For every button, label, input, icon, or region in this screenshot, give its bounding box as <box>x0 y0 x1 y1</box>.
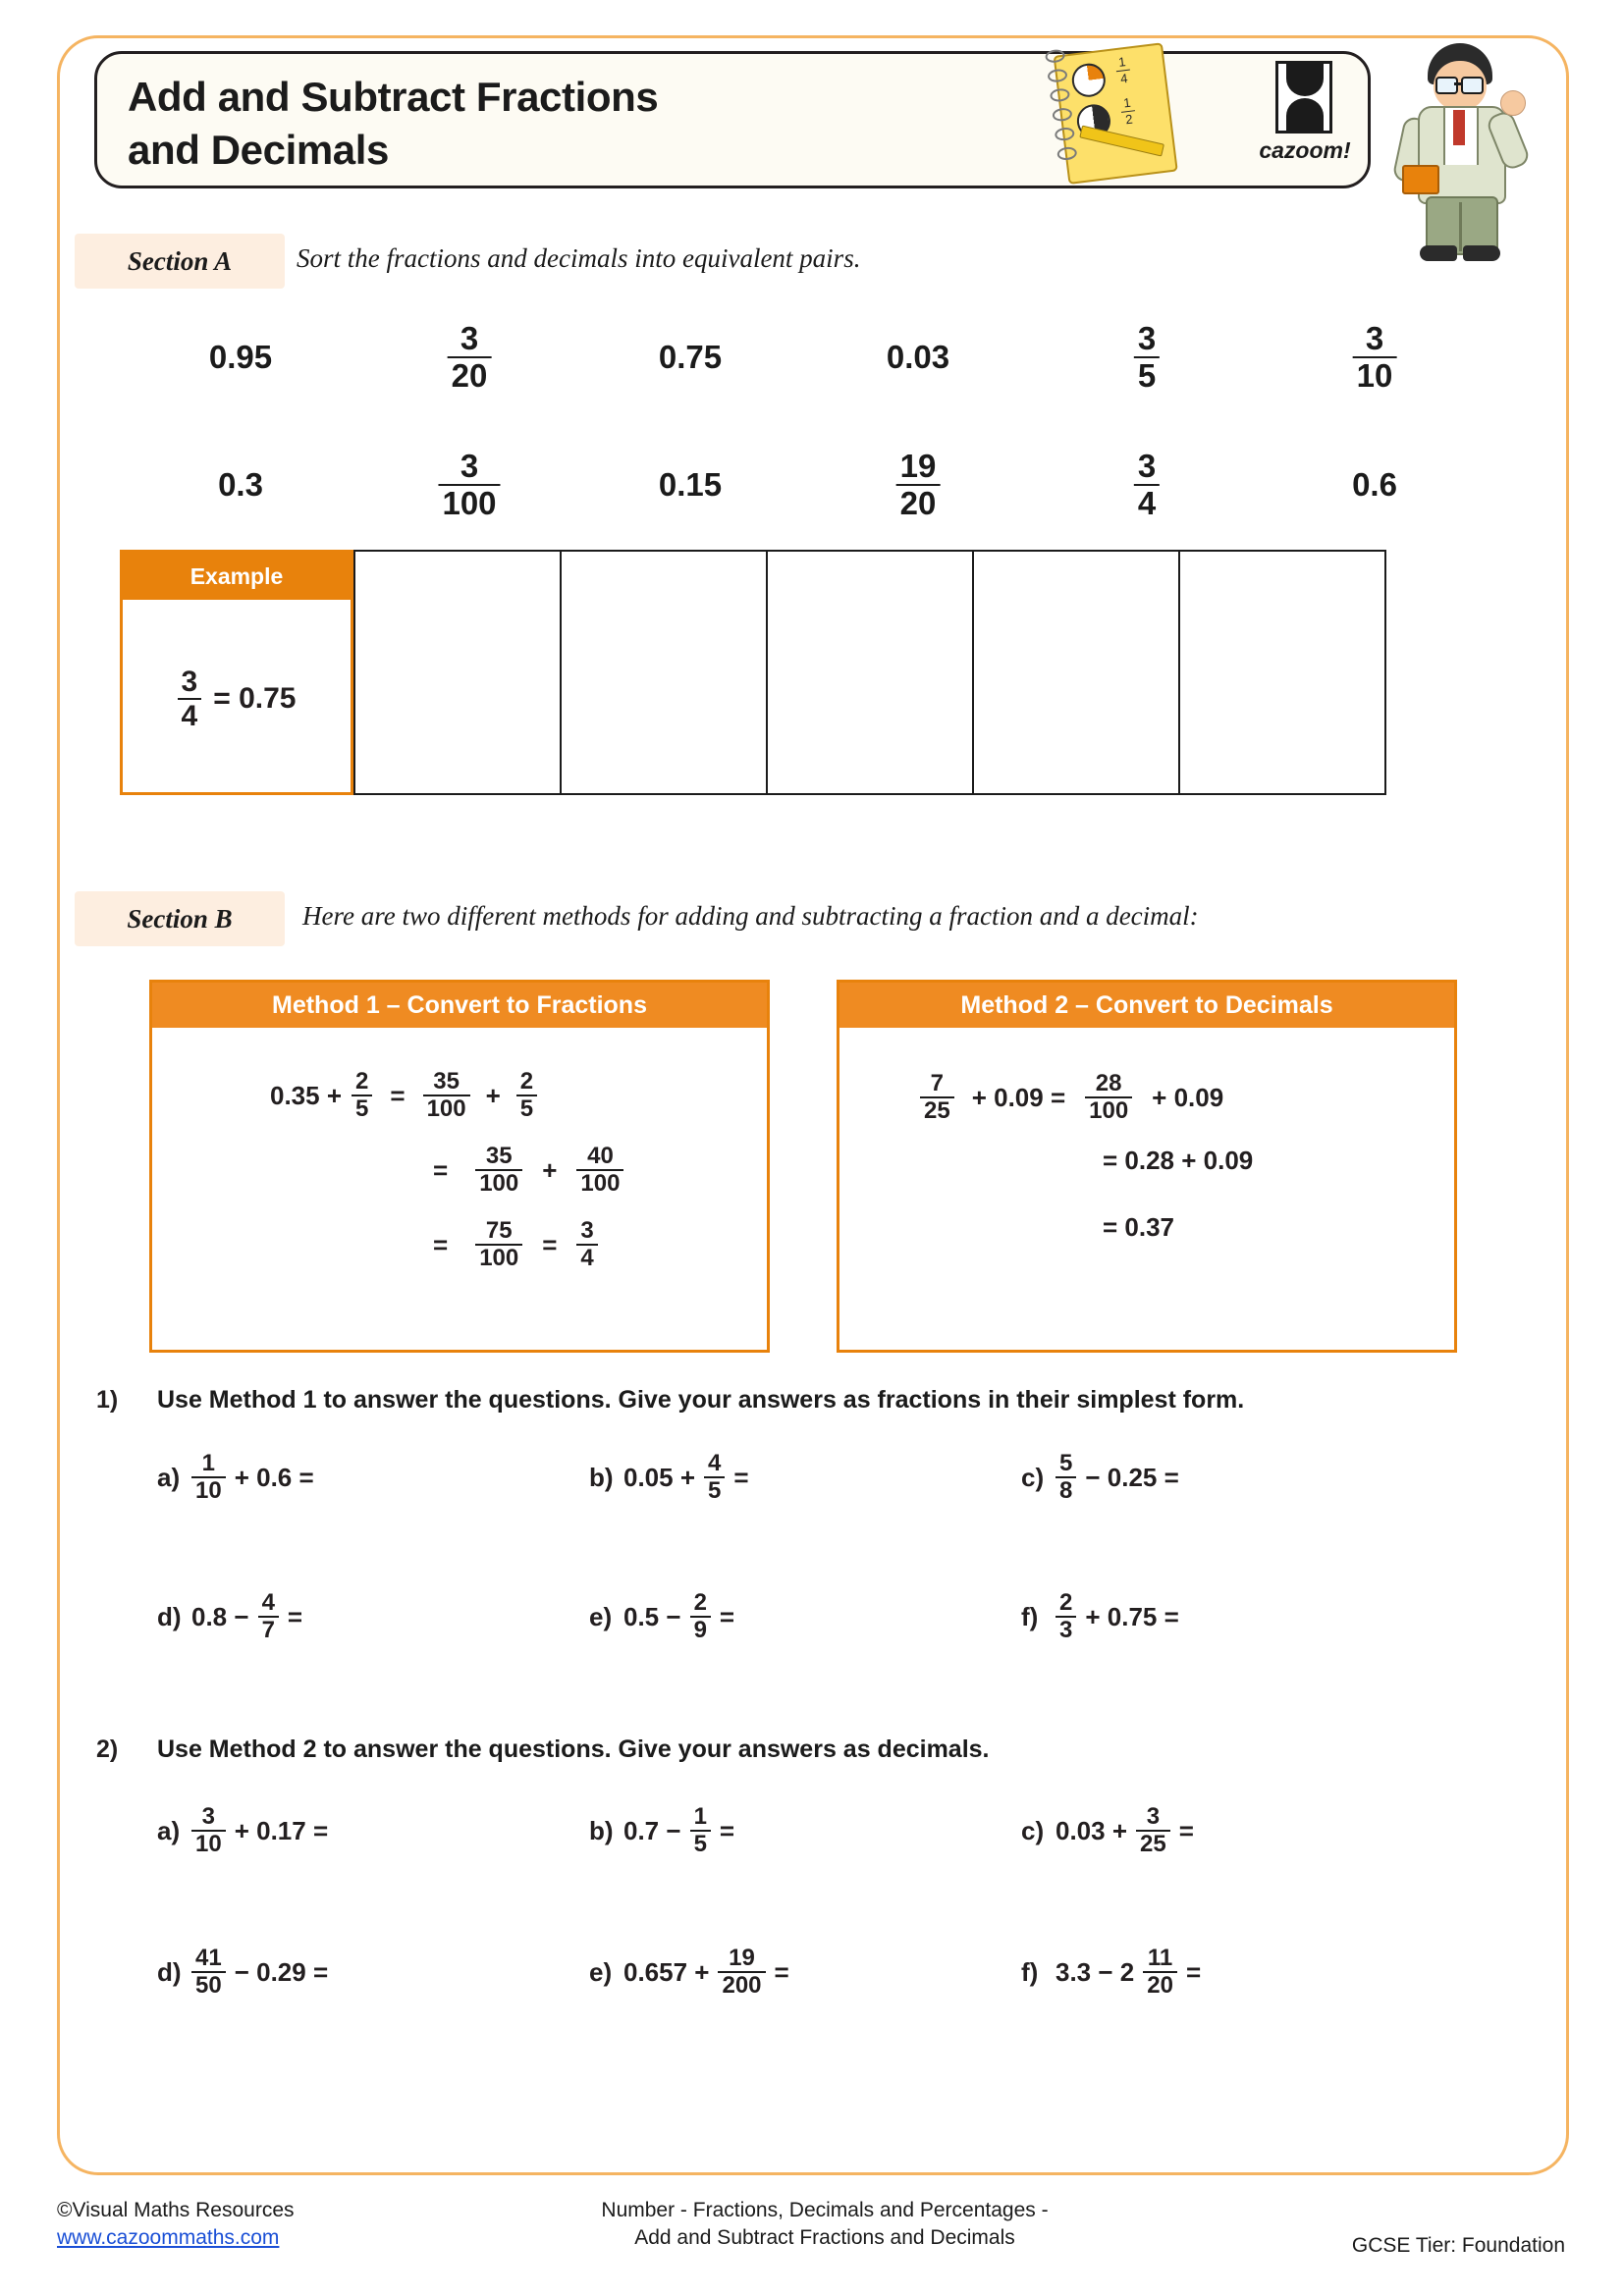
question-label: f) <box>1021 1601 1039 1631</box>
q1-item-a <box>157 1451 314 1505</box>
question-denominator: 25 <box>1136 1830 1170 1857</box>
question-operator: − 0.29 = <box>234 1956 329 1987</box>
question-denominator: 9 <box>690 1616 711 1643</box>
q1-item-f <box>1021 1590 1179 1644</box>
question-denominator: 8 <box>1056 1476 1076 1504</box>
pool-item-4: 0.03 <box>886 339 950 375</box>
footer-topic-line2: Add and Subtract Fractions and Decimals <box>634 2226 1015 2250</box>
page-title-line1: Add and Subtract Fractions <box>128 74 659 120</box>
question-fraction <box>1056 1590 1076 1644</box>
question-label: b) <box>589 1462 614 1492</box>
cazoom-glyph-icon <box>1275 61 1332 133</box>
notepad-frac1-den: 4 <box>1119 70 1129 86</box>
pool-item-denominator: 10 <box>1353 356 1397 394</box>
pool-item-fraction <box>1134 449 1160 522</box>
question-denominator: 200 <box>718 1971 765 1999</box>
m1l1-f3-den: 5 <box>516 1095 537 1122</box>
m1l2-frac1 <box>475 1144 522 1198</box>
pool-item-fraction <box>1134 321 1160 395</box>
question-numerator: 41 <box>195 1945 222 1971</box>
section-a-instruction: Sort the fractions and decimals into equivalent pairs. <box>297 243 861 273</box>
m1l1-plus: + <box>485 1080 501 1110</box>
question-denominator: 3 <box>1056 1616 1076 1643</box>
method-1-line-3 <box>433 1218 598 1272</box>
answer-cell-2[interactable] <box>560 550 768 795</box>
m1l3-eq: = <box>433 1229 449 1259</box>
m1l2-f2-num: 40 <box>587 1143 614 1169</box>
method-1-body <box>152 1028 767 1350</box>
question-numerator: 4 <box>708 1450 722 1476</box>
page-title <box>128 71 1011 177</box>
m1l2-f1-den: 100 <box>475 1169 522 1197</box>
pool-item-9: 0.15 <box>658 466 723 503</box>
m2l1-f1-num: 7 <box>930 1070 945 1096</box>
pool-item-fraction <box>896 449 941 522</box>
question-operator: = <box>733 1462 749 1492</box>
m1l1-f1-num: 2 <box>355 1068 369 1095</box>
method-2-title: Method 2 – Convert to Decimals <box>839 983 1454 1028</box>
example-content <box>123 600 351 798</box>
question-numerator: 2 <box>693 1589 707 1616</box>
question-fraction <box>191 1804 226 1858</box>
question-label: c) <box>1021 1815 1045 1845</box>
notepad-icon <box>1041 34 1185 191</box>
pool-item-denominator: 20 <box>448 356 492 394</box>
question-numerator: 5 <box>1059 1450 1073 1476</box>
m1l1-f3-num: 2 <box>519 1068 534 1095</box>
m1l1-lead: 0.35 + <box>270 1080 343 1110</box>
pool-item-10 <box>896 449 941 522</box>
method-2-box <box>837 980 1457 1353</box>
pool-item-numerator: 3 <box>460 320 479 356</box>
q2-item-b <box>589 1804 734 1858</box>
example-cell <box>120 550 353 795</box>
q1-item-c <box>1021 1451 1179 1505</box>
question-operator: = <box>719 1601 735 1631</box>
question-fraction <box>704 1451 725 1505</box>
question-fraction <box>1136 1804 1170 1858</box>
example-equals: = 0.75 <box>213 682 297 715</box>
footer-center <box>491 2197 1159 2253</box>
method-2-line-2: = 0.28 + 0.09 <box>1103 1146 1254 1175</box>
m1l1-frac3 <box>516 1069 537 1123</box>
question-denominator: 10 <box>191 1830 226 1857</box>
question-label: c) <box>1021 1462 1045 1492</box>
page-title-line2: and Decimals <box>128 126 389 173</box>
pool-item-numerator: 3 <box>1137 320 1157 356</box>
student-mascot-illustration <box>1392 35 1530 271</box>
pool-item-8 <box>438 449 500 522</box>
pool-item-12: 0.6 <box>1352 466 1397 503</box>
question-fraction <box>690 1804 711 1858</box>
question-fraction <box>718 1946 765 2000</box>
question-denominator: 20 <box>1143 1971 1177 1999</box>
pool-item-numerator: 3 <box>460 448 479 484</box>
pool-item-fraction <box>438 449 500 522</box>
pool-item-numerator: 3 <box>1365 320 1384 356</box>
m1l1-eq: = <box>390 1080 406 1110</box>
question-prefix: 0.657 + <box>623 1956 710 1987</box>
m2l1-f2-num: 28 <box>1095 1070 1122 1096</box>
pool-item-6 <box>1353 321 1397 395</box>
m1l2-eq: = <box>433 1154 449 1185</box>
section-a-answer-grid <box>120 550 1396 795</box>
q2-item-c <box>1021 1804 1194 1858</box>
m2l1-tail: + 0.09 <box>1152 1082 1224 1112</box>
m1l3-f2-den: 4 <box>576 1244 597 1271</box>
method-1-line-1 <box>270 1069 537 1123</box>
q2-item-f <box>1021 1946 1201 2000</box>
example-numerator: 3 <box>181 666 198 698</box>
pool-item-5 <box>1134 321 1160 395</box>
footer-website-link[interactable]: www.cazoommaths.com <box>57 2226 280 2250</box>
m1l2-f2-den: 100 <box>576 1169 623 1197</box>
question-fraction <box>258 1590 279 1644</box>
pool-item-denominator: 100 <box>438 484 500 521</box>
section-b-instruction: Here are two different methods for adding and subtracting a fraction and a decimal: <box>302 901 1199 931</box>
question-denominator: 5 <box>690 1830 711 1857</box>
example-fraction <box>178 666 202 732</box>
example-label: Example <box>123 553 351 600</box>
question-1-heading: Use Method 1 to answer the questions. Give your answers as fractions in their simplest form. <box>157 1386 1245 1414</box>
m1l1-f2-num: 35 <box>433 1068 460 1095</box>
question-label: a) <box>157 1815 181 1845</box>
m2l1-f2-den: 100 <box>1085 1096 1132 1124</box>
question-denominator: 10 <box>191 1476 226 1504</box>
pool-item-denominator: 5 <box>1134 356 1160 394</box>
pool-item-1: 0.95 <box>208 339 273 375</box>
question-prefix: 0.8 − <box>191 1601 249 1631</box>
question-numerator: 19 <box>729 1945 755 1971</box>
question-fraction <box>1056 1451 1076 1505</box>
question-label: f) <box>1021 1956 1039 1987</box>
question-label: e) <box>589 1601 613 1631</box>
m1l1-f2-den: 100 <box>423 1095 470 1122</box>
example-denominator: 4 <box>178 698 202 732</box>
pool-item-numerator: 3 <box>1137 448 1157 484</box>
answer-cell-3[interactable] <box>766 550 974 795</box>
question-2-heading: Use Method 2 to answer the questions. Give your answers as decimals. <box>157 1735 990 1763</box>
question-label: b) <box>589 1815 614 1845</box>
question-denominator: 7 <box>258 1616 279 1643</box>
question-label: d) <box>157 1956 182 1987</box>
m2l1-frac2 <box>1085 1071 1132 1125</box>
method-1-line-2 <box>433 1144 623 1198</box>
question-numerator: 1 <box>201 1450 216 1476</box>
notepad-frac1-num: 1 <box>1117 54 1127 70</box>
m2l1-mid: + 0.09 = <box>971 1082 1066 1112</box>
m1l2-f1-num: 35 <box>485 1143 513 1169</box>
footer-tier: GCSE Tier: Foundation <box>1351 2234 1565 2257</box>
q2-item-d <box>157 1946 328 2000</box>
question-operator: = <box>1185 1956 1202 1987</box>
question-operator: − 0.25 = <box>1085 1462 1179 1492</box>
m1l2-plus: + <box>542 1154 558 1185</box>
m1l3-frac1 <box>475 1218 522 1272</box>
cazoom-logo <box>1245 57 1365 177</box>
section-a-tab-label: Section A <box>127 245 233 276</box>
m1l3-f1-num: 75 <box>485 1217 513 1244</box>
question-1-number: 1) <box>96 1386 119 1414</box>
cazoom-logo-text: cazoom! <box>1259 137 1351 163</box>
pool-item-2 <box>448 321 492 395</box>
question-prefix: 0.05 + <box>623 1462 696 1492</box>
m1l1-f1-den: 5 <box>352 1095 372 1122</box>
method-1-box <box>149 980 770 1353</box>
q1-item-e <box>589 1590 734 1644</box>
question-fraction <box>191 1946 226 2000</box>
question-numerator: 3 <box>1146 1803 1161 1830</box>
m1l1-frac1 <box>352 1069 372 1123</box>
footer-left <box>57 2197 295 2253</box>
question-prefix: 3.3 − 2 <box>1056 1956 1135 1987</box>
question-2-number: 2) <box>96 1735 119 1763</box>
question-denominator: 50 <box>191 1971 226 1999</box>
question-operator: = <box>774 1956 789 1987</box>
m1l3-frac2 <box>576 1218 597 1272</box>
answer-cell-4[interactable] <box>972 550 1180 795</box>
question-denominator: 5 <box>704 1476 725 1504</box>
question-numerator: 1 <box>693 1803 707 1830</box>
method-2-line-1 <box>920 1071 1223 1125</box>
m1l3-f2-num: 3 <box>580 1217 594 1244</box>
question-label: e) <box>589 1956 613 1987</box>
q1-item-b <box>589 1451 749 1505</box>
pool-item-11 <box>1134 449 1160 522</box>
section-b-tab-label: Section B <box>127 903 233 934</box>
pool-item-fraction <box>448 321 492 395</box>
question-operator: = <box>719 1815 735 1845</box>
pool-item-numerator: 19 <box>899 448 937 484</box>
notepad-frac2-den: 2 <box>1124 111 1134 128</box>
footer-topic-line1: Number - Fractions, Decimals and Percentages - <box>601 2199 1049 2221</box>
question-fraction <box>191 1451 226 1505</box>
pool-item-denominator: 4 <box>1134 484 1160 521</box>
question-label: d) <box>157 1601 182 1631</box>
m2l1-frac1 <box>920 1071 954 1125</box>
m1l3-eq2: = <box>542 1229 558 1259</box>
question-numerator: 11 <box>1147 1945 1173 1971</box>
question-prefix: 0.7 − <box>623 1815 681 1845</box>
answer-cell-5[interactable] <box>1178 550 1386 795</box>
question-prefix: 0.5 − <box>623 1601 681 1631</box>
question-fraction <box>1143 1946 1177 2000</box>
m1l3-f1-den: 100 <box>475 1244 522 1271</box>
question-operator: + 0.17 = <box>234 1815 329 1845</box>
section-a-tab <box>75 234 285 289</box>
notepad-frac2-num: 1 <box>1122 94 1132 111</box>
question-operator: + 0.6 = <box>234 1462 314 1492</box>
question-operator: = <box>287 1601 303 1631</box>
question-numerator: 2 <box>1059 1589 1073 1616</box>
question-label: a) <box>157 1462 181 1492</box>
pool-item-fraction <box>1353 321 1397 395</box>
q2-item-a <box>157 1804 328 1858</box>
section-b-tab <box>75 891 285 946</box>
pool-item-7: 0.3 <box>218 466 263 503</box>
question-numerator: 4 <box>261 1589 275 1616</box>
m2l1-f1-den: 25 <box>920 1096 954 1124</box>
question-prefix: 0.03 + <box>1056 1815 1128 1845</box>
pool-item-3: 0.75 <box>658 339 723 375</box>
pool-item-denominator: 20 <box>896 484 941 521</box>
m1l1-frac2 <box>423 1069 470 1123</box>
question-numerator: 3 <box>201 1803 216 1830</box>
question-fraction <box>690 1590 711 1644</box>
footer-copyright: ©Visual Maths Resources <box>57 2199 295 2221</box>
page-footer <box>0 2197 1624 2295</box>
method-2-line-3: = 0.37 <box>1103 1212 1175 1242</box>
method-2-body <box>839 1028 1454 1350</box>
m1l2-frac2 <box>576 1144 623 1198</box>
question-operator: = <box>1178 1815 1194 1845</box>
question-operator: + 0.75 = <box>1085 1601 1179 1631</box>
answer-cell-1[interactable] <box>353 550 562 795</box>
q2-item-e <box>589 1946 789 2000</box>
q1-item-d <box>157 1590 302 1644</box>
method-1-title: Method 1 – Convert to Fractions <box>152 983 767 1028</box>
